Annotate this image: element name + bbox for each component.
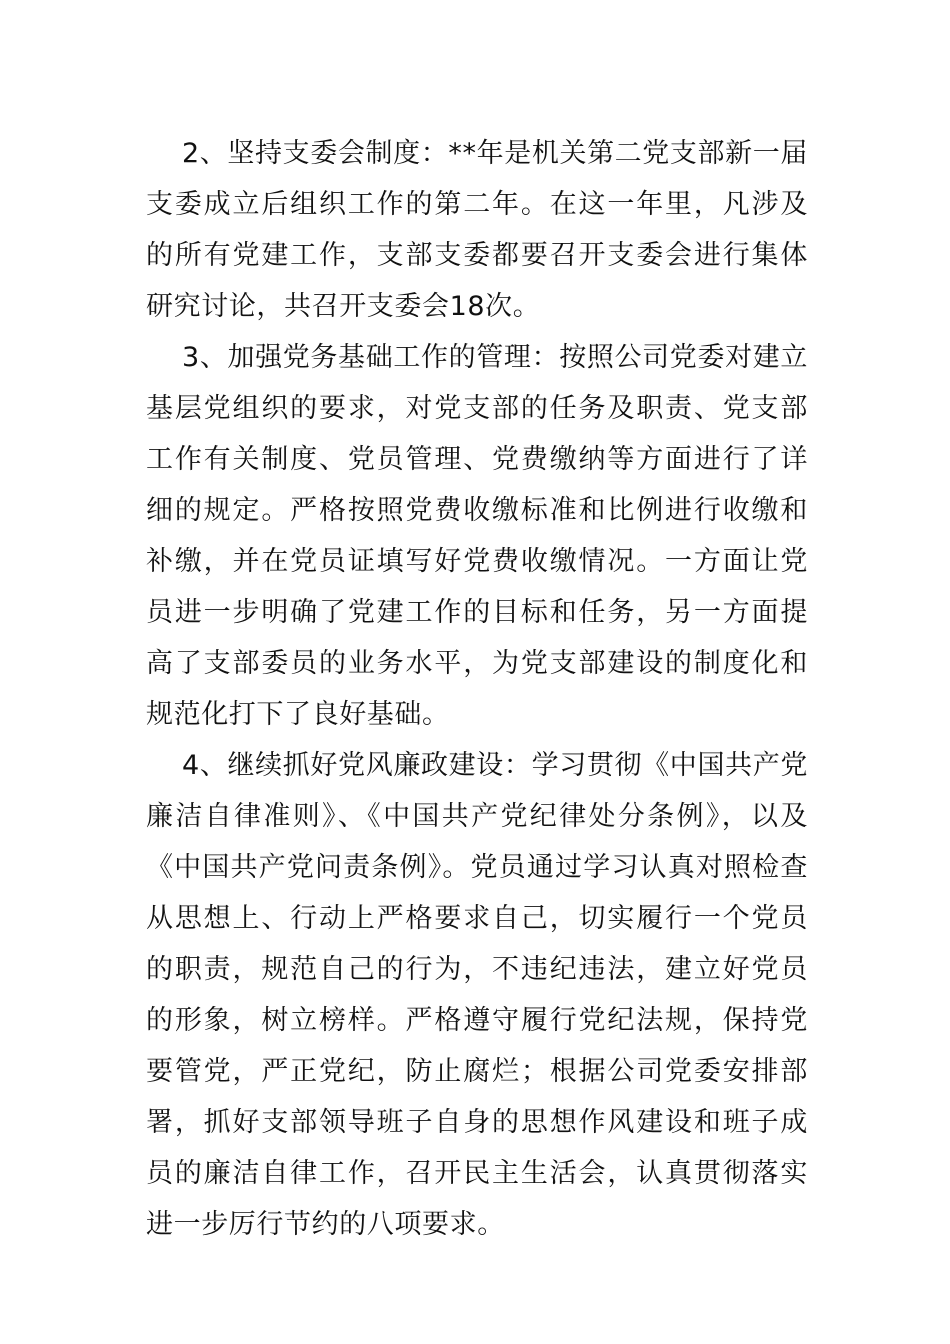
document-body <box>146 128 808 1250</box>
paragraph-item-4: 4、继续抓好党风廉政建设：学习贯彻《中国共产党廉洁自律准则》、《中国共产党纪律处分条例》，以及《中国共产党问责条例》。党员通过学习认真对照检查从思想上、行动上严格要求自己，切实履行一个党员的职责，规范自己的行为，不违纪违法，建立好党员的形象，树立榜样。严格遵守履行党纪法规，保持党要管党，严正党纪，防止腐烂；根据公司党委安排部署，抓好支部领导班子自身的思想作风建设和班子成员的廉洁自律工作，召开民主生活会，认真贯彻落实进一步厉行节约的八项要求。 <box>146 750 808 1240</box>
paragraph-item-2: 2、坚持支委会制度：**年是机关第二党支部新一届支委成立后组织工作的第二年。在这一年里，凡涉及的所有党建工作，支部支委都要召开支委会进行集体研究讨论，共召开支委会18次。 <box>146 138 808 322</box>
paragraph-item-3: 3、加强党务基础工作的管理：按照公司党委对建立基层党组织的要求，对党支部的任务及职责、党支部工作有关制度、党员管理、党费缴纳等方面进行了详细的规定。严格按照党费收缴标准和比例进行收缴和补缴，并在党员证填写好党费收缴情况。一方面让党员进一步明确了党建工作的目标和任务，另一方面提高了支部委员的业务水平，为党支部建设的制度化和规范化打下了良好基础。 <box>146 342 808 730</box>
